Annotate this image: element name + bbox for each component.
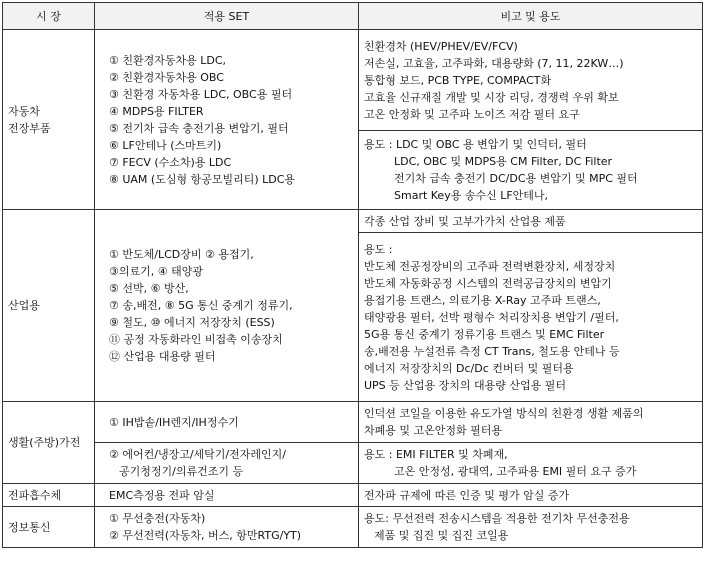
market-telecom: 정보통신 xyxy=(3,507,95,548)
note-line: 차폐용 및 고온안정화 필터용 xyxy=(364,424,503,437)
set-home-top xyxy=(95,402,359,443)
notes-home-top xyxy=(359,402,703,443)
row-automotive xyxy=(3,30,703,131)
market-home-appliance: 생활(주방)가전 xyxy=(3,402,95,484)
row-emc-absorber xyxy=(3,484,703,507)
note-line: 반도체 전공정장비의 고주파 전력변환장치, 세정장치 xyxy=(364,259,616,273)
market-application-table xyxy=(2,2,703,548)
note-line: 5G용 통신 중계기 정류기용 트랜스 및 EMC Filter xyxy=(364,327,605,341)
set-item: ③ 친환경 자동차용 LDC, OBC용 필터 xyxy=(109,87,293,101)
note-line: 저손실, 고효율, 고주파화, 대용량화 (7, 11, 22KW…) xyxy=(364,56,624,70)
market-automotive-line: 자동차 xyxy=(8,104,40,118)
note-line: 고효율 신규재질 개발 및 시장 리딩, 경쟁력 우위 확보 xyxy=(364,90,619,104)
row-home-appliance xyxy=(3,402,703,443)
notes-automotive-top xyxy=(359,30,703,131)
set-item: ⑧ UAM (도심형 항공모빌리티) LDC용 xyxy=(109,172,296,186)
note-line: 용도 : LDC 및 OBC 용 변압기 및 인덕터, 필터 xyxy=(364,138,587,151)
market-industrial: 산업용 xyxy=(3,210,95,402)
note-line: 제품 및 집진 및 집진 코일용 xyxy=(374,529,509,542)
set-item: ③의료기, ④ 태양광 xyxy=(109,265,203,278)
note-line: 에너지 저장장치의 Dc/Dc 컨버터 및 필터용 xyxy=(364,361,574,375)
row-home-appliance-usage xyxy=(3,443,703,484)
header-row xyxy=(3,3,703,30)
set-item: 공기청정기/의류건조기 등 xyxy=(119,465,244,478)
set-item: ⑥ LF안테나 (스마트키) xyxy=(109,138,222,152)
notes-telecom xyxy=(359,507,703,548)
set-automotive xyxy=(95,30,359,210)
set-item: ① 무선충전(자동차) xyxy=(109,512,206,525)
set-home-bottom xyxy=(95,443,359,484)
note-line: 용접기용 트랜스, 의료기용 X-Ray 고주파 트랜스, xyxy=(364,293,601,307)
set-item: ④ MDPS용 FILTER xyxy=(109,104,204,118)
set-item: ② 무선전력(자동차, 버스, 항만RTG/YT) xyxy=(109,529,302,542)
set-telecom xyxy=(95,507,359,548)
note-line: 인덕션 코일을 이용한 유도가열 방식의 친환경 생활 제품의 xyxy=(364,407,644,420)
header-remarks: 비고 및 용도 xyxy=(359,3,703,30)
market-emc-absorber: 전파흡수체 xyxy=(3,484,95,507)
note-line: Smart Key용 송수신 LF안테나, xyxy=(394,189,549,202)
set-item: ① 친환경자동차용 LDC, xyxy=(109,53,227,67)
set-emc: EMC측정용 전파 암실 xyxy=(95,484,359,507)
set-item: ⑤ 전기차 급속 충전기용 변압기, 필터 xyxy=(109,121,289,135)
set-item: ⑦ 송,배전, ⑧ 5G 통신 중계기 정류기, xyxy=(109,299,293,312)
note-line: LDC, OBC 및 MDPS용 CM Filter, DC Filter xyxy=(394,155,613,168)
set-item: ⑤ 선박, ⑥ 방산, xyxy=(109,282,189,295)
market-automotive xyxy=(3,30,95,210)
note-line: 용도 : xyxy=(364,242,393,256)
set-item: ② 친환경자동차용 OBC xyxy=(109,70,224,84)
set-industrial xyxy=(95,210,359,402)
note-line: 태양광용 필터, 선박 평형수 처리장치용 변압기 /필터, xyxy=(364,310,619,324)
note-line: 반도체 자동화공정 시스템의 전력공급장치의 변압기 xyxy=(364,276,612,290)
note-line: 고온 안정화 및 고주파 노이즈 저감 필터 요구 xyxy=(364,107,580,121)
note-line: UPS 등 산업용 장치의 대용량 산업용 필터 xyxy=(364,378,567,392)
note-line: 통합형 보드, PCB TYPE, COMPACT화 xyxy=(364,73,552,87)
row-industrial xyxy=(3,210,703,233)
note-line: 용도: 무선전력 전송시스템을 적용한 전기차 무선충전용 xyxy=(364,512,630,525)
note-line: 고온 안정성, 광대역, 고주파용 EMI 필터 요구 증가 xyxy=(394,465,637,478)
set-item: ① IH밥솥/IH렌지/IH정수기 xyxy=(109,415,239,429)
notes-industrial-usage xyxy=(359,233,703,402)
set-item: ⑦ FECV (수소차)용 LDC xyxy=(109,155,232,169)
note-line: 전기차 급속 충전기 DC/DC용 변압기 및 MPC 필터 xyxy=(394,172,638,185)
header-applied-set: 적용 SET xyxy=(95,3,359,30)
notes-automotive-usage xyxy=(359,131,703,210)
notes-industrial-top: 각종 산업 장비 및 고부가가치 산업용 제품 xyxy=(359,210,703,233)
note-line: 용도 : EMI FILTER 및 차폐재, xyxy=(364,448,508,461)
notes-home-usage xyxy=(359,443,703,484)
set-item: ⑫ 산업용 대용량 필터 xyxy=(109,350,216,363)
row-telecom xyxy=(3,507,703,548)
note-line: 송,배전용 누설전류 측정 CT Trans, 철도용 안테나 등 xyxy=(364,344,620,358)
set-item: ⑨ 철도, ⑩ 에너지 저장장치 (ESS) xyxy=(109,316,275,329)
set-item: ② 에어컨/냉장고/세탁기/전자레인지/ xyxy=(109,448,286,461)
set-item: ⑪ 공정 자동화라인 비접촉 이송장치 xyxy=(109,333,283,346)
header-market: 시 장 xyxy=(3,3,95,30)
set-item: ① 반도체/LCD장비 ② 용접기, xyxy=(109,248,254,261)
note-line: 친환경차 (HEV/PHEV/EV/FCV) xyxy=(364,39,518,53)
market-automotive-line: 전장부품 xyxy=(8,121,51,135)
notes-emc: 전자파 규제에 따른 인증 및 평가 암실 증가 xyxy=(359,484,703,507)
